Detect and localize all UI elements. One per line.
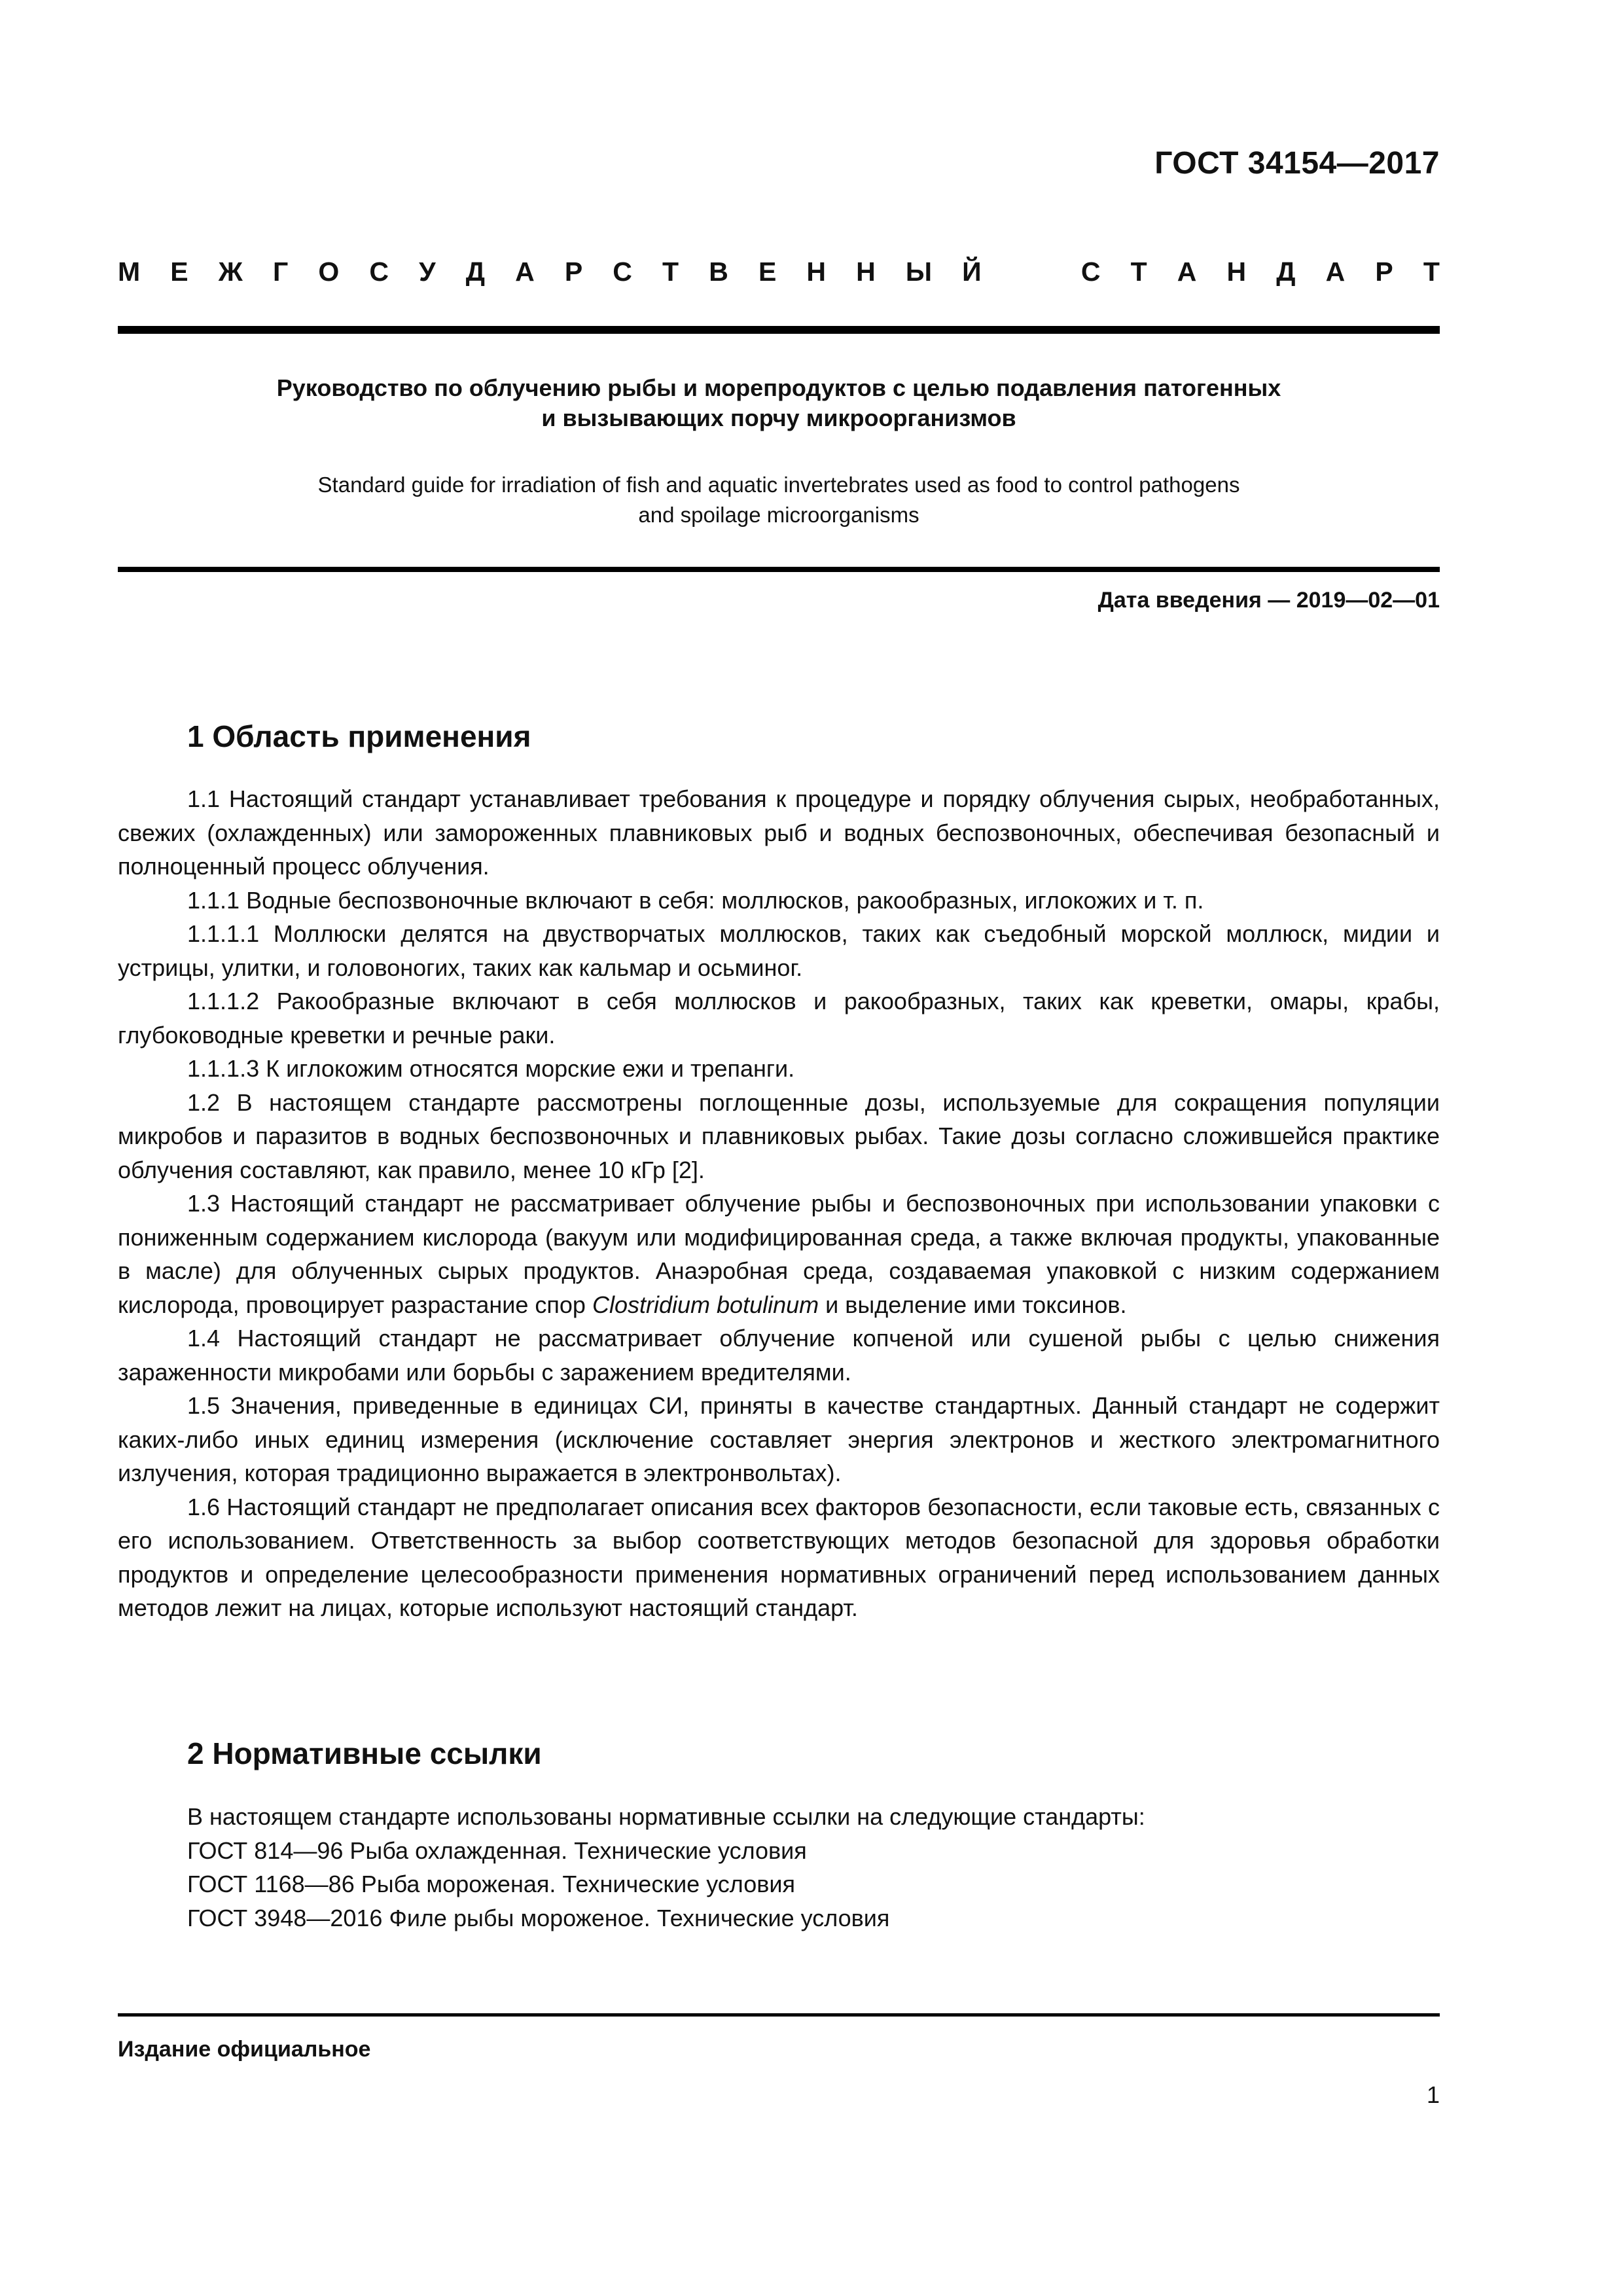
word-gap [1012, 257, 1051, 287]
paragraph-1-4: 1.4 Настоящий стандарт не рассматривает облучение копченой или сушеной рыбы с целью снижения зараженности микробами или борьбы с заражением вредителями. [118, 1325, 1440, 1386]
standard-type-word1-letter: Д [465, 257, 485, 287]
standard-type-word1-letter: Н [806, 257, 827, 287]
standard-type-word2-letter: Н [1226, 257, 1247, 287]
document-title-ru [118, 373, 1440, 433]
paragraph-1-1-1-2: 1.1.1.2 Ракообразные включают в себя моллюсков и ракообразных, таких как креветки, омары, крабы, глубоководные креветки и речные раки. [118, 988, 1440, 1049]
top-divider [118, 326, 1440, 334]
standard-type-word1-letter: Е [758, 257, 777, 287]
reference-item: ГОСТ 814—96 Рыба охлажденная. Технические условия [187, 1837, 807, 1864]
standard-type-word2-letter: Т [1423, 257, 1440, 287]
title-en-line2: and spoilage microorganisms [638, 503, 919, 527]
standard-type-word2-letter: А [1177, 257, 1197, 287]
gost-number: ГОСТ 34154—2017 [1154, 146, 1440, 181]
section-references-body [118, 1800, 1440, 1935]
paragraph-1-2: 1.2 В настоящем стандарте рассмотрены поглощенные дозы, используемые для сокращения популяции микробов и паразитов в водных беспозвоночных и плавниковых рыбах. Такие дозы согласно сложившейся практике облучения составляют, как правило, менее 10 кГр [2]. [118, 1088, 1440, 1183]
standard-type-word1-letter: А [515, 257, 535, 287]
standard-type-word2-letter: Д [1276, 257, 1296, 287]
reference-item: ГОСТ 1168—86 Рыба мороженая. Технические условия [187, 1871, 795, 1897]
standard-type-word1-letter: М [118, 257, 141, 287]
edition-label: Издание официальное [118, 2037, 371, 2062]
standard-type-word1-letter: Й [962, 257, 982, 287]
standard-type-word1-letter: О [318, 257, 340, 287]
paragraph-1-1-1-3: 1.1.1.3 К иглокожим относятся морские ежи и трепанги. [187, 1055, 795, 1082]
document-page [118, 0, 1440, 2296]
standard-type-word2-letter: Т [1130, 257, 1147, 287]
standard-type-word1-letter: Н [856, 257, 876, 287]
title-divider [118, 567, 1440, 572]
section-heading-references: 2 Нормативные ссылки [187, 1736, 542, 1770]
paragraph-1-1-1: 1.1.1 Водные беспозвоночные включают в себя: моллюсков, ракообразных, иглокожих и т. п. [187, 886, 1204, 914]
standard-type-word2-letter: А [1325, 257, 1346, 287]
standard-type-word2-letter: Р [1375, 257, 1393, 287]
paragraph-1-1-1-1: 1.1.1.1 Моллюски делятся на двустворчатых моллюсков, таких как съедобный морской моллюск, мидии и устрицы, улитки, и головоногих, таких как кальмар и осьминог. [118, 920, 1440, 981]
standard-type-word2-letter: С [1080, 257, 1101, 287]
references-intro: В настоящем стандарте использованы нормативные ссылки на следующие стандарты: [187, 1803, 1145, 1830]
footer-divider [118, 2013, 1440, 2017]
title-ru-line1: Руководство по облучению рыбы и морепродуктов с целью подавления патогенных [276, 374, 1281, 401]
reference-item: ГОСТ 3948—2016 Филе рыбы мороженое. Технические условия [187, 1904, 890, 1931]
standard-type-word1-letter: С [369, 257, 389, 287]
standard-type-word1-letter: Ж [218, 257, 243, 287]
standard-type-word1-letter: Т [662, 257, 679, 287]
standard-type-word1-letter: Г [272, 257, 289, 287]
standard-type-word1-letter: С [613, 257, 632, 287]
paragraph-1-1: 1.1 Настоящий стандарт устанавливает требования к процедуре и порядку облучения сырых, необработанных, свежих (охлажденных) или замороженных плавниковых рыб и водных беспозвоночных, обеспечивая безопасный и полноценный процесс облучения. [118, 785, 1440, 880]
standard-type-word1-letter: Ы [905, 257, 933, 287]
section-heading-scope: 1 Область применения [187, 719, 531, 753]
paragraph-1-3 [118, 1187, 1440, 1321]
paragraph-1-3-text-a: 1.3 Настоящий стандарт не рассматривает облучение рыбы и беспозвоночных при использовании упаковки с пониженным содержанием кислорода (вакуум или модифицированная среда, а также включая продукты, упакованные в масле) для облученных сырых продуктов. Анаэробная среда, создаваемая упаковкой с низким содержанием кислорода, провоцирует разрастание спор [118, 1190, 1440, 1318]
section-scope-body [118, 782, 1440, 1625]
paragraph-1-6: 1.6 Настоящий стандарт не предполагает описания всех факторов безопасности, если таковые есть, связанных с его использованием. Ответственность за выбор соответствующих методов безопасной для здоровья обработки продуктов и определение целесообразности применения нормативных ограничений перед использованием данных методов лежит на лицах, которые используют настоящий стандарт. [118, 1493, 1440, 1621]
paragraph-1-5: 1.5 Значения, приведенные в единицах СИ, приняты в качестве стандартных. Данный стандарт не содержит каких-либо иных единиц измерения (исключение составляет энергия электронов и жесткого электромагнитного излучения, которая традиционно выражается в электронвольтах). [118, 1392, 1440, 1486]
standard-type-word1-letter: В [709, 257, 728, 287]
standard-type-word1-letter: Р [564, 257, 583, 287]
intro-date: Дата введения — 2019—02—01 [1097, 588, 1440, 613]
paragraph-1-3-species: Clostridium botulinum [592, 1291, 819, 1318]
title-ru-line2: и вызывающих порчу микроорганизмов [541, 404, 1016, 431]
standard-type-word1-letter: Е [170, 257, 188, 287]
paragraph-1-3-text-b: и выделение ими токсинов. [825, 1291, 1127, 1318]
standard-type-heading [118, 257, 1440, 287]
standard-type-word1-letter: У [419, 257, 436, 287]
document-title-en [118, 470, 1440, 530]
page-number: 1 [1426, 2081, 1440, 2108]
title-en-line1: Standard guide for irradiation of fish and aquatic invertebrates used as food to control pathogens [317, 473, 1240, 497]
